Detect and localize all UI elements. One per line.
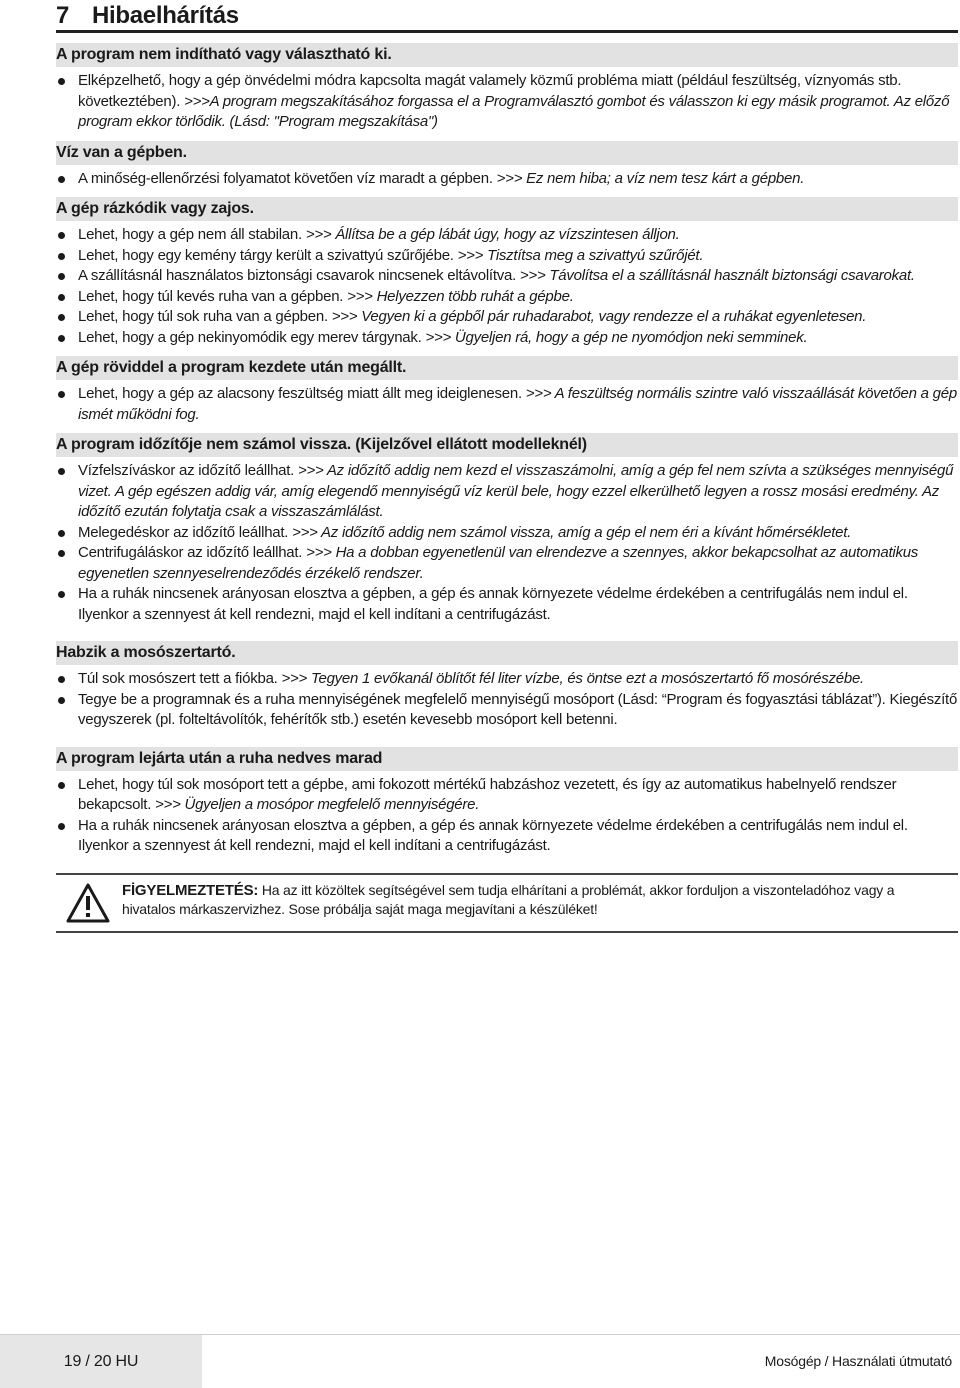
item-hint: >>> Tisztítsa meg a szivattyú szűrőjét. <box>457 246 704 264</box>
item-text: Lehet, hogy túl kevés ruha van a gépben. <box>78 287 348 305</box>
item-hint: >>> Állítsa be a gép lábát úgy, hogy az vízszintesen álljon. <box>305 226 680 243</box>
item-text: Lehet, hogy egy kemény tárgy került a szivattyú szűrőjébe. <box>78 246 458 264</box>
warning-box <box>56 873 958 933</box>
warning-triangle-icon <box>66 883 110 923</box>
chapter-number: 7 <box>56 2 70 29</box>
bullet-list <box>56 225 958 348</box>
item-text: Vízfelszíváskor az időzítő leállhat. <box>78 462 299 479</box>
bullet-list <box>56 669 958 731</box>
list-item <box>56 461 958 523</box>
page-number: 19 / 20 HU <box>0 1335 202 1388</box>
item-text: Tegye be a programnak és a ruha mennyiségének megfelelő mennyiségű mosóport (Lásd: “Program és fogyasztási táblázat”). Kiegészítő vegyszerek (pl. folteltávolítók, fehérítők stb.) esetén kevesebb mosóport kell betenni. <box>78 690 958 728</box>
list-item <box>56 287 958 308</box>
page-footer <box>0 1334 960 1388</box>
list-item <box>56 775 958 816</box>
item-hint: >>> Távolítsa el a szállításnál használt biztonsági csavarokat. <box>519 267 915 284</box>
list-item <box>56 266 958 287</box>
section-heading: A gép rázkódik vagy zajos. <box>56 197 958 221</box>
bullet-list <box>56 384 958 425</box>
list-item <box>56 816 958 857</box>
item-text: Lehet, hogy túl sok mosóport tett a gépbe, ami fokozott mértékű habzáshoz vezetett, és így az automatikus habelnyelő rendszer bekapcsolt. <box>78 775 897 813</box>
item-text: Lehet, hogy a gép nekinyomódik egy merev tárgynak. <box>78 328 426 346</box>
section-heading: Habzik a mosószertartó. <box>56 641 958 665</box>
item-hint: >>> Az időzítő addig nem számol vissza, amíg a gép el nem éri a kívánt hőmérsékletet. <box>292 523 852 541</box>
list-item <box>56 523 958 544</box>
list-item <box>56 307 958 328</box>
list-item <box>56 584 958 625</box>
item-text: Lehet, hogy a gép nem áll stabilan. <box>78 226 306 243</box>
section-heading: A program lejárta után a ruha nedves marad <box>56 747 958 771</box>
item-hint: >>> Ha a dobban egyenetlenül van elrendezve a szennyes, akkor bekapcsolhat az automatikus egyenetlen szennyeselrendeződés érzékelő rendszer. <box>78 544 919 582</box>
item-text: Centrifugáláskor az időzítő leállhat. <box>78 544 307 561</box>
list-item <box>56 71 958 133</box>
list-item <box>56 169 958 190</box>
item-hint: >>>A program megszakításához forgassa el a Programválasztó gombot és válasszon ki egy másik programot. Az előző program ekkor törlődik. (Lásd: "Program megszakítása") <box>78 92 950 130</box>
item-text: Elképzelhető, hogy a gép önvédelmi módra kapcsolta magát valamely közmű probléma miatt (például feszültség, víznyomás stb. következtében). <box>78 72 902 110</box>
warning-text <box>122 881 948 919</box>
document-page <box>56 0 958 933</box>
item-hint: >>> Tegyen 1 evőkanál öblítőt fél liter vízbe, és öntse ezt a mosószertartó fő mosórészébe. <box>281 670 864 687</box>
item-text: A minőség-ellenőrzési folyamatot követően víz maradt a gépben. <box>78 169 497 187</box>
item-text: Ha a ruhák nincsenek arányosan elosztva a gépben, a gép és annak környezete védelme érdekében a centrifugálás nem indul el. Ilyenkor a szennyest át kell rendezni, majd el kell indítani a centrifugázást. <box>78 585 908 623</box>
chapter-title: Hibaelhárítás <box>92 2 239 29</box>
section-heading: A gép röviddel a program kezdete után megállt. <box>56 356 958 380</box>
bullet-list <box>56 775 958 857</box>
chapter-heading <box>56 2 958 33</box>
item-hint: >>> Ügyeljen rá, hogy a gép ne nyomódjon neki semminek. <box>425 328 808 346</box>
list-item <box>56 690 958 731</box>
list-item <box>56 384 958 425</box>
item-hint: >>> Ügyeljen a mosópor megfelelő mennyiségére. <box>155 796 480 813</box>
warning-message: Ha az itt közöltek segítségével sem tudja elhárítani a problémát, akkor forduljon a viszonteladóhoz vagy a hivatalos márkaszervizhez. Sose próbálja saját maga megjavítani a készüléket! <box>122 881 895 917</box>
item-text: Lehet, hogy túl sok ruha van a gépben. <box>78 308 332 325</box>
list-item <box>56 328 958 349</box>
footer-title: Mosógép / Használati útmutató <box>764 1353 952 1369</box>
item-text: A szállításnál használatos biztonsági csavarok nincsenek eltávolítva. <box>78 267 520 284</box>
item-hint: >>> Vegyen ki a gépből pár ruhadarabot, vagy rendezze el a ruhákat egyenletesen. <box>331 308 867 325</box>
section-heading: A program nem indítható vagy választható ki. <box>56 43 958 67</box>
warning-label: FİGYELMEZTETÉS: <box>122 881 259 899</box>
item-text: Melegedéskor az időzítő leállhat. <box>78 523 293 541</box>
list-item <box>56 669 958 690</box>
item-text: Ha a ruhák nincsenek arányosan elosztva a gépben, a gép és annak környezete védelme érdekében a centrifugálás nem indul el. Ilyenkor a szennyest át kell rendezni, majd el kell indítani a centrifugázást. <box>78 816 908 854</box>
bullet-list <box>56 461 958 625</box>
item-hint: >>> Ez nem hiba; a víz nem tesz kárt a gépben. <box>496 169 805 187</box>
item-text: Lehet, hogy a gép az alacsony feszültség miatt állt meg ideiglenesen. <box>78 385 526 402</box>
item-text: Túl sok mosószert tett a fiókba. <box>78 670 282 687</box>
section-heading: Víz van a gépben. <box>56 141 958 165</box>
bullet-list <box>56 71 958 133</box>
item-hint: >>> A feszültség normális szintre való visszaállását követően a gép ismét működni fog. <box>78 385 957 423</box>
item-hint: >>> Az időzítő addig nem kezd el visszaszámolni, amíg a gép fel nem szívta a szükséges mennyiségű vizet. A gép egészen addig vár, amíg elegendő mennyiségű víz kerül bele, hogy ezzel elkerülhető legyen a rossz mosási eredmény. Az időzítő ezután folytatja csak a visszaszámlálást. <box>78 462 954 520</box>
bullet-list <box>56 169 958 190</box>
list-item <box>56 246 958 267</box>
list-item <box>56 225 958 246</box>
item-hint: >>> Helyezzen több ruhát a gépbe. <box>347 287 574 305</box>
section-heading: A program időzítője nem számol vissza. (Kijelzővel ellátott modelleknél) <box>56 433 958 457</box>
list-item <box>56 543 958 584</box>
